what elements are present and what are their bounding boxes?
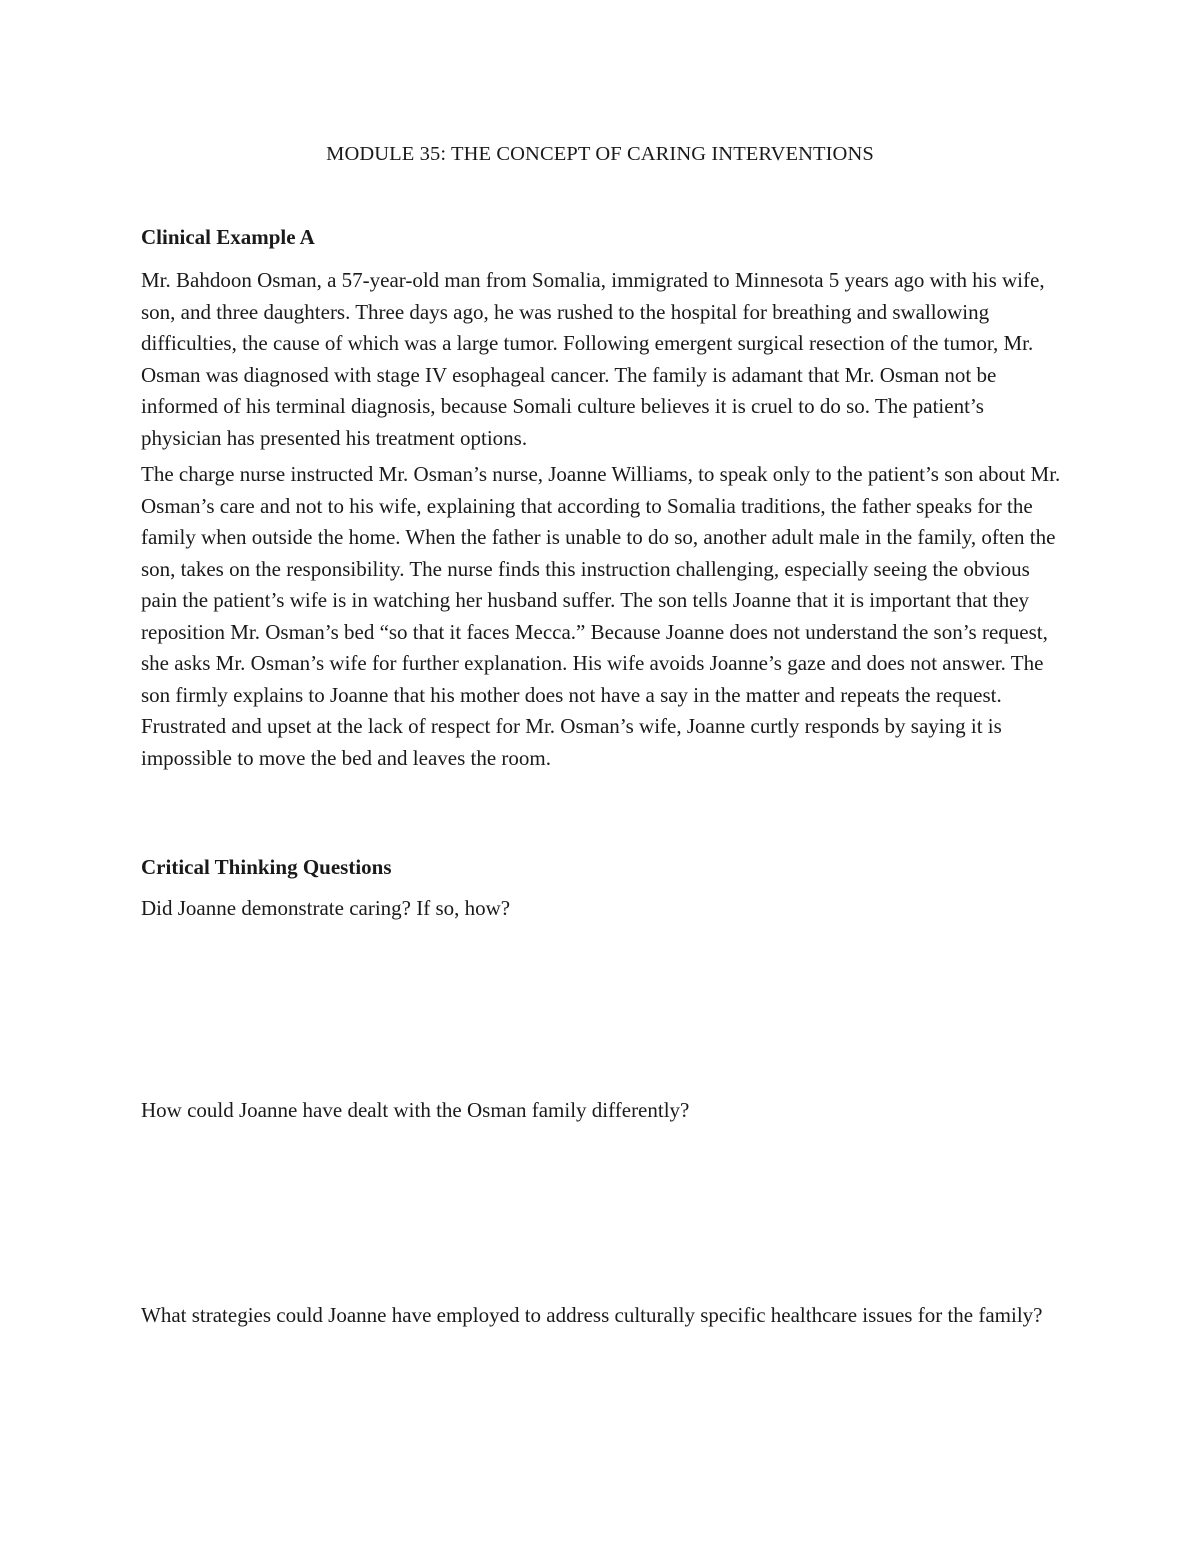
critical-thinking-heading: Critical Thinking Questions — [141, 855, 392, 879]
question-3: What strategies could Joanne have employed to address culturally specific healthcare issues for the family? — [141, 1303, 1043, 1327]
case-paragraph-1: Mr. Bahdoon Osman, a 57-year-old man from Somalia, immigrated to Minnesota 5 years ago with his wife, son, and three daughters. Three days ago, he was rushed to the hospital for breathing and swallowing difficulties, the cause of which was a large tumor. Following emergent surgical resection of the tumor, Mr. Osman was diagnosed with stage IV esophageal cancer. The family is adamant that Mr. Osman not be informed of his terminal diagnosis, because Somali culture believes it is cruel to do so. The patient’s physician has presented his treatment options. — [141, 268, 1045, 450]
question-1: Did Joanne demonstrate caring? If so, how? — [141, 896, 511, 920]
case-paragraph-2: The charge nurse instructed Mr. Osman’s nurse, Joanne Williams, to speak only to the patient’s son about Mr. Osman’s care and not to his wife, explaining that according to Somalia traditions, the father speaks for the family when outside the home. When the father is unable to do so, another adult male in the family, often the son, takes on the responsibility. The nurse finds this instruction challenging, especially seeing the obvious pain the patient’s wife is in watching her husband suffer. The son tells Joanne that it is important that they reposition Mr. Osman’s bed “so that it faces Mecca.” Because Joanne does not understand the son’s request, she asks Mr. Osman’s wife for further explanation. His wife avoids Joanne’s gaze and does not answer. The son firmly explains to Joanne that his mother does not have a say in the matter and repeats the request. Frustrated and upset at the lack of respect for Mr. Osman’s wife, Joanne curtly responds by saying it is impossible to move the bed and leaves the room. — [141, 462, 1061, 770]
document-title: MODULE 35: THE CONCEPT OF CARING INTERVENTIONS — [326, 143, 874, 165]
question-2: How could Joanne have dealt with the Osman family differently? — [141, 1098, 690, 1122]
clinical-example-heading: Clinical Example A — [141, 225, 315, 249]
